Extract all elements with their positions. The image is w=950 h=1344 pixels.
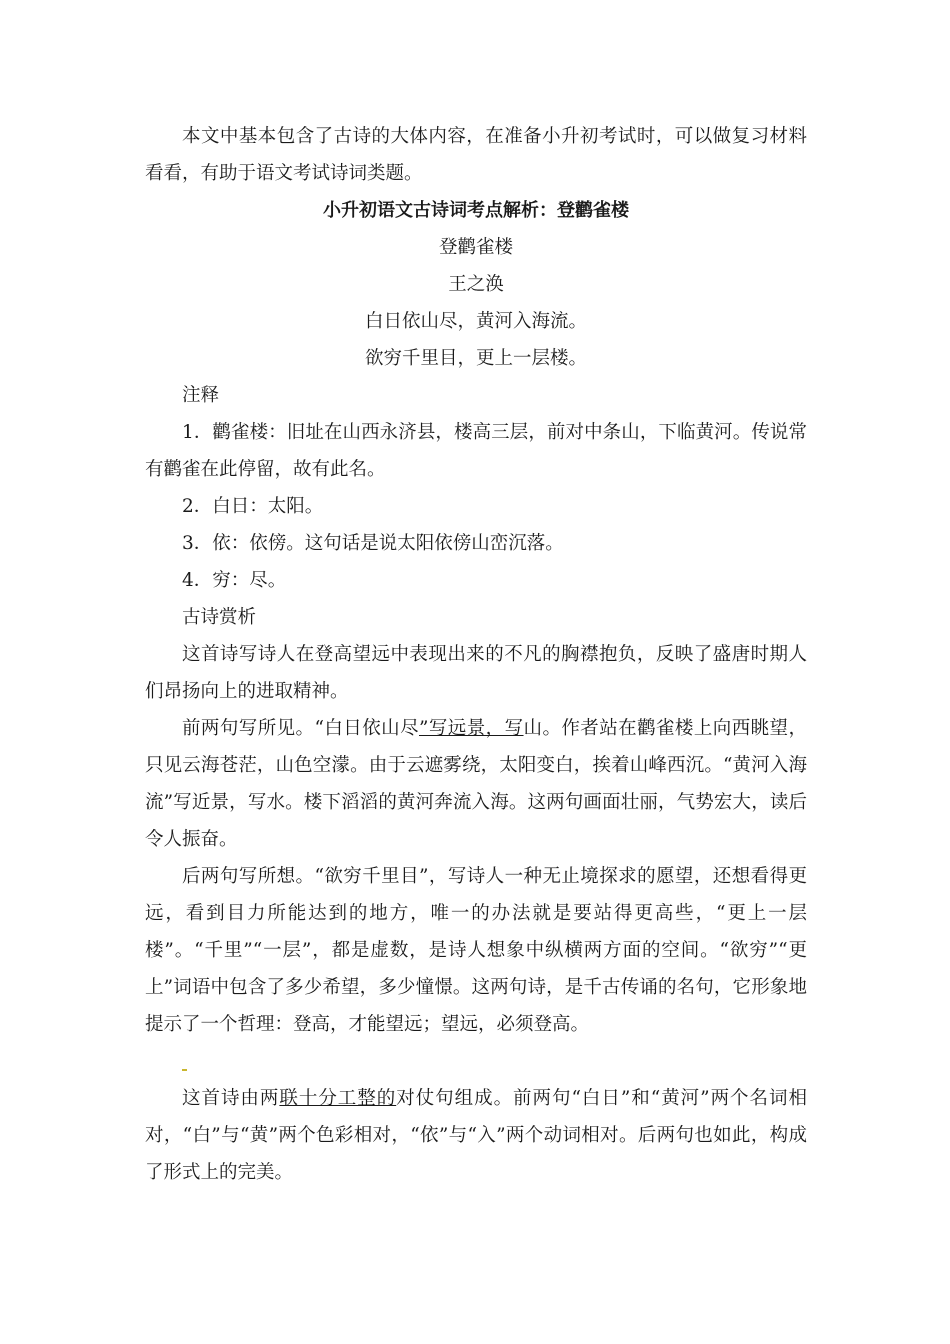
document-heading: 小升初语文古诗词考点解析：登鹳雀楼 [323,200,629,221]
analysis-heading: 古诗赏析 [182,607,257,628]
note-item-2: 2．白日：太阳。 [182,496,324,517]
poem-author: 王之涣 [448,274,504,295]
notes-heading: 注释 [182,385,220,406]
poem-line-2: 欲穷千里目，更上一层楼。 [364,348,587,369]
analysis-p4-start: 这首诗由两 [182,1088,280,1109]
note-item-1: 1．鹳雀楼：旧址在山西永济县，楼高三层，前对中条山，下临黄河。传说常有鹳雀在此停留，故有此名。 [145,422,807,480]
analysis-p2-start: 前两句写所见。“白日依山尽 [182,718,419,739]
intro-paragraph: 本文中基本包含了古诗的大体内容，在准备小升初考试时，可以做复习材料看看，有助于语文考试诗词类题。 [145,126,807,184]
document-page [145,118,807,1191]
analysis-p4-rest: 对仗句组成。前两句“白日”和“黄河”两个名词相对，“白”与“黄”两个色彩相对，“依”与“入”两个动词相对。后两句也如此，构成了形式上的完美。 [145,1088,807,1183]
edit-mark [182,1069,187,1071]
note-item-4: 4．穷：尽。 [182,570,287,591]
analysis-paragraph-3: 后两句写所想。“欲穷千里目”，写诗人一种无止境探求的愿望，还想看得更远，看到目力所能达到的地方，唯一的办法就是要站得更高些，“更上一层楼”。“千里”“一层”，都是虚数，是诗人想象中纵横两方面的空间。“欲穷”“更上”词语中包含了多少希望，多少憧憬。这两句诗，是千古传诵的名句，它形象地提示了一个哲理：登高，才能望远；望远，必须登高。 [145,866,807,1035]
poem-line-1: 白日依山尽，黄河入海流。 [364,311,587,332]
poem-title: 登鹳雀楼 [438,237,513,258]
analysis-p2-rest: 山。作者站在鹳雀楼上向西眺望，只见云海苍茫，山色空濛。由于云遮雾绕，太阳变白，挨着山峰西沉。“黄河入海流”写近景，写水。楼下滔滔的黄河奔流入海。这两句画面壮丽，气势宏大，读后令人振奋。 [145,718,807,850]
blank-line [145,1043,807,1080]
analysis-paragraph-2 [145,710,807,858]
note-item-3: 3．依：依傍。这句话是说太阳依傍山峦沉落。 [182,533,564,554]
analysis-p4-underlined: 联十分工整的 [279,1088,397,1109]
analysis-paragraph-4 [145,1080,807,1191]
analysis-paragraph-1: 这首诗写诗人在登高望远中表现出来的不凡的胸襟抱负，反映了盛唐时期人们昂扬向上的进取精神。 [145,644,807,702]
analysis-p2-underlined: ”写远景，写 [419,718,524,739]
